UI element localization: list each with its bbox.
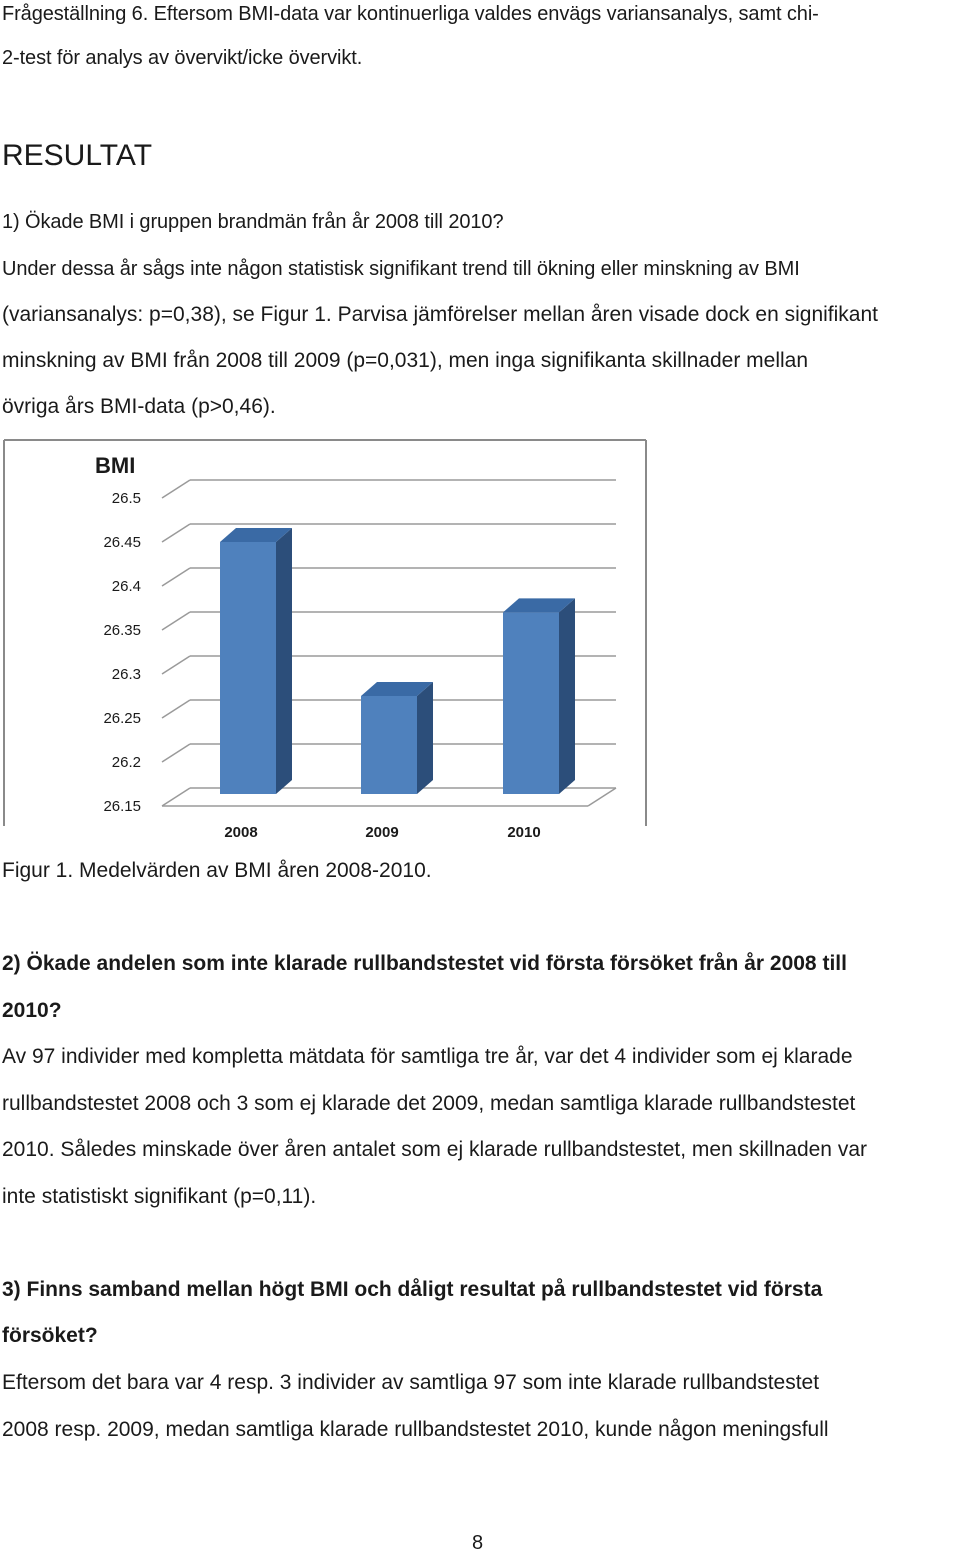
x-tick-label: 2009 <box>365 824 399 841</box>
chart-gridline-depth <box>162 480 190 498</box>
section1-text-line: minskning av BMI från 2008 till 2009 (p=0,031), men inga signifikanta skillnader mellan <box>2 349 809 372</box>
section2-text-line: Av 97 individer med kompletta mätdata för samtliga tre år, var det 4 individer som ej klarade <box>2 1045 853 1068</box>
figure-caption: Figur 1. Medelvärden av BMI åren 2008-2010. <box>2 859 432 882</box>
section1-text-line: övriga års BMI-data (p>0,46). <box>2 395 276 418</box>
bar-side-2008 <box>276 528 292 794</box>
section3-text-line: Eftersom det bara var 4 resp. 3 individer av samtliga 97 som inte klarade rullbandstestet <box>2 1371 820 1394</box>
bar-2008 <box>220 542 276 794</box>
y-tick-label: 26.45 <box>103 534 141 551</box>
y-tick-label: 26.35 <box>103 622 141 639</box>
chart-y-tick-labels <box>103 490 141 815</box>
chart-gridline-depth <box>162 744 190 762</box>
chart-gridline-depth <box>162 612 190 630</box>
section3-heading-line: 3) Finns samband mellan högt BMI och dåligt resultat på rullbandstestet vid första <box>2 1278 823 1301</box>
x-tick-label: 2008 <box>224 824 258 841</box>
chart-gridline-depth <box>162 656 190 674</box>
section2-text-line: 2010. Således minskade över åren antalet som ej klarade rullbandstestet, men skillnaden var <box>2 1138 867 1161</box>
bar-side-2010 <box>559 598 575 794</box>
section2-heading-line: 2010? <box>2 999 62 1022</box>
section1-text-line: Under dessa år sågs inte någon statistisk signifikant trend till ökning eller minskning av BMI <box>2 258 800 280</box>
page-number: 8 <box>472 1532 484 1554</box>
method-text-line: 2-test för analys av övervikt/icke övervikt. <box>2 47 363 69</box>
y-tick-label: 26.5 <box>111 490 141 507</box>
chart-gridline-depth <box>162 524 190 542</box>
y-tick-label: 26.15 <box>103 798 141 815</box>
method-text-line: Frågeställning 6. Eftersom BMI-data var kontinuerliga valdes envägs variansanalys, samt chi- <box>2 3 819 25</box>
chart-gridline-depth <box>162 568 190 586</box>
chart-gridline-depth <box>162 788 190 806</box>
section2-text-line: rullbandstestet 2008 och 3 som ej klarade det 2009, medan samtliga klarade rullbandstestet <box>2 1092 856 1115</box>
x-tick-label: 2010 <box>507 824 541 841</box>
section2-text-line: inte statistiskt signifikant (p=0,11). <box>2 1185 317 1208</box>
y-tick-label: 26.2 <box>111 754 141 771</box>
bmi-bar-chart <box>0 436 650 848</box>
results-heading: RESULTAT <box>2 139 153 172</box>
section3-text-line: 2008 resp. 2009, medan samtliga klarade rullbandstestet 2010, kunde någon meningsfull <box>2 1418 829 1441</box>
y-tick-label: 26.3 <box>111 666 141 683</box>
section1-text-line: (variansanalys: p=0,38), se Figur 1. Parvisa jämförelser mellan åren visade dock en signifikant <box>2 303 879 326</box>
bar-2009 <box>361 696 417 794</box>
y-tick-label: 26.4 <box>111 578 141 595</box>
chart-title: BMI <box>95 453 136 478</box>
chart-x-tick-labels <box>224 824 540 841</box>
chart-floor-depth <box>588 788 616 806</box>
y-tick-label: 26.25 <box>103 710 141 727</box>
chart-gridline-depth <box>162 700 190 718</box>
section1-heading: 1) Ökade BMI i gruppen brandmän från år 2008 till 2010? <box>2 211 504 233</box>
bar-2010 <box>503 612 559 794</box>
section3-heading-line: försöket? <box>2 1324 98 1347</box>
section2-heading-line: 2) Ökade andelen som inte klarade rullbandstestet vid första försöket från år 2008 till <box>2 952 847 975</box>
bar-side-2009 <box>417 682 433 794</box>
